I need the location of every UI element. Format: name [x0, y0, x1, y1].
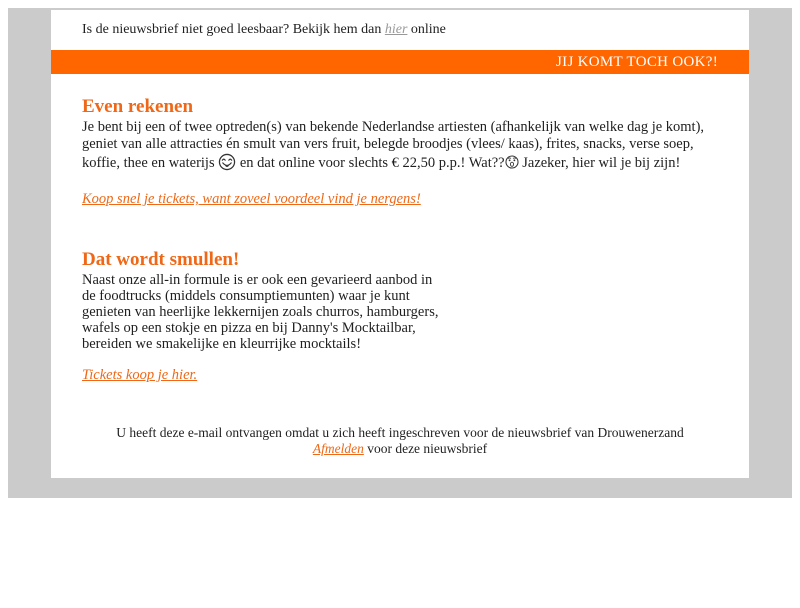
unsubscribe-link[interactable]: Afmelden [312, 441, 364, 456]
savouring-face-emoji-icon [218, 153, 236, 176]
preheader-bar [51, 10, 749, 50]
newsletter-footer [82, 425, 718, 478]
preheader-text-after: online [407, 22, 446, 37]
section1-paragraph-part3: Jazeker, hier wil je bij zijn! [518, 155, 681, 171]
section2-cta-row [82, 366, 718, 384]
newsletter-card [51, 10, 749, 478]
page-background-wrapper [8, 8, 792, 498]
newsletter-body [51, 74, 749, 478]
tickets-here-link[interactable]: Tickets koop je hier. [82, 367, 198, 383]
section1-paragraph [82, 119, 718, 176]
view-online-link[interactable]: hier [384, 22, 408, 37]
footer-disclaimer: U heeft deze e-mail ontvangen omdat u zich heeft ingeschreven voor de nieuwsbrief van Drouwenerzand [116, 425, 684, 440]
buy-tickets-link[interactable]: Koop snel je tickets, want zoveel voordeel vind je nergens! [82, 191, 421, 207]
orange-banner [51, 50, 749, 74]
section-heading-even-rekenen: Even rekenen [82, 96, 194, 117]
banner-slogan: JIJ KOMT TOCH OOK?! [556, 54, 718, 70]
section1-paragraph-part1: Je bent bij een of twee optreden(s) van bekende Nederlandse artiesten (afhankelijk van welke dag je komt), geniet van alle attracties én smult van vers fruit, belegde broodjes (vlees/ kaas), frites, snacks, verse soep, koffie, thee en waterijs [82, 119, 705, 171]
section1-paragraph-part2: en dat online voor slechts € 22,50 p.p.! Wat?? [236, 155, 505, 171]
footer-unsubscribe-line [82, 441, 718, 457]
preheader-text: Is de nieuwsbrief niet goed leesbaar? Bekijk hem dan [82, 22, 385, 37]
section2-paragraph: Naast onze all-in formule is er ook een gevarieerd aanbod in de foodtrucks (middels consumptiemunten) waar je kunt genieten van heerlijke lekkernijen zoals churros, hamburgers, wafels op een stokje en pizza en bij Danny's Mocktailbar, bereiden we smakelijke en kleurrijke mocktails! [82, 272, 439, 352]
astonished-face-emoji-icon [505, 155, 519, 174]
section-heading-dat-wordt-smullen: Dat wordt smullen! [82, 249, 240, 270]
footer-unsubscribe-text: voor deze nieuwsbrief [363, 441, 488, 456]
section1-cta-row [82, 190, 718, 208]
